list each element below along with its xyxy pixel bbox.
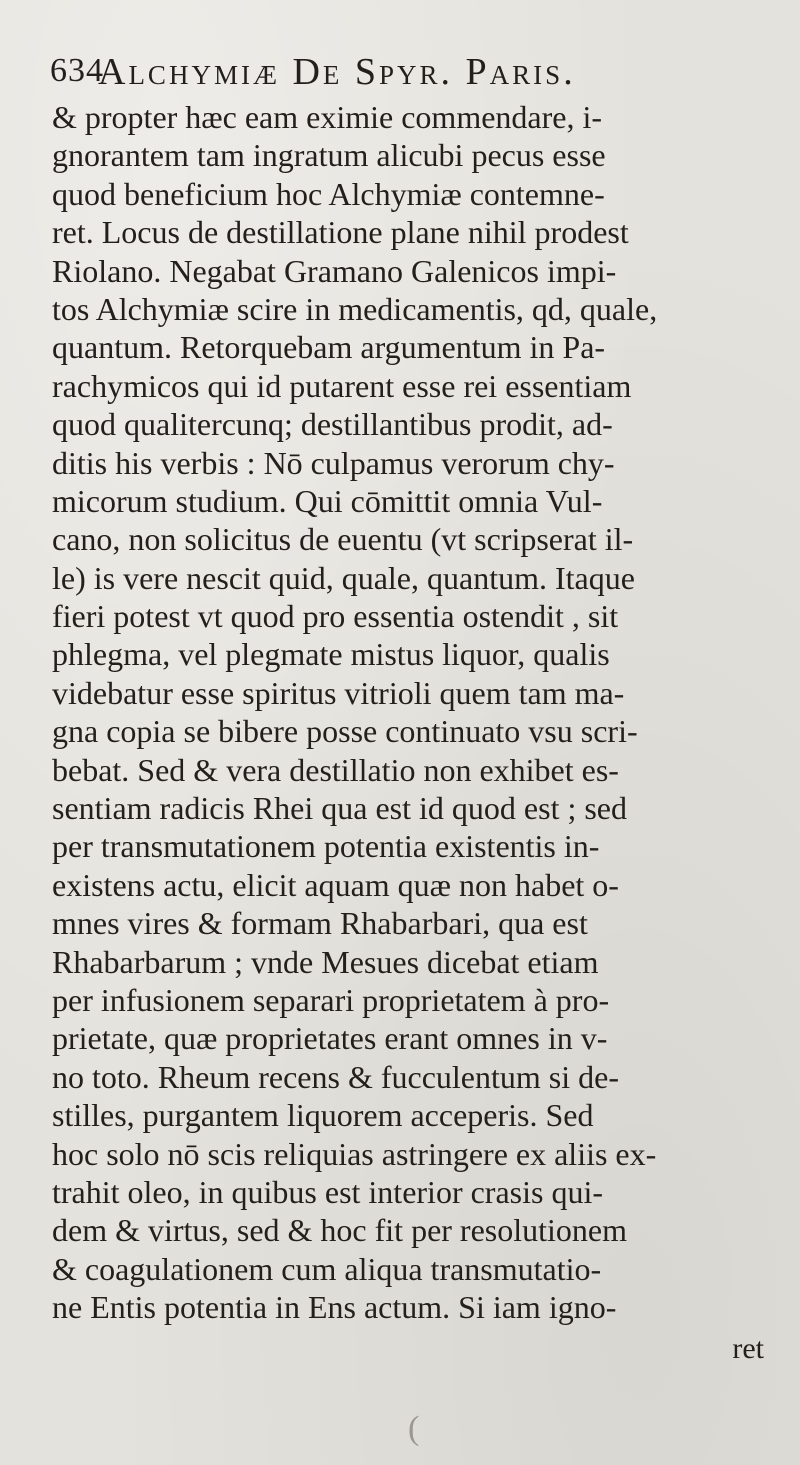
text-line: phlegma, vel plegmate mistus liquor, qualis <box>52 636 610 673</box>
text-line: per transmutationem potentia existentis in- <box>52 828 600 865</box>
catchword: ret <box>732 1332 764 1365</box>
text-line: gna copia se bibere posse continuato vsu scri- <box>52 713 638 750</box>
text-line: videbatur esse spiritus vitrioli quem tam ma- <box>52 674 625 711</box>
running-head: Alchymiæ De Spyr. Paris. <box>98 51 576 93</box>
text-line: fieri potest vt quod pro essentia ostendit , sit <box>52 598 619 635</box>
text-line: & coagulationem cum aliqua transmutatio- <box>52 1250 602 1287</box>
text-line: quod qualitercunq; destillantibus prodit, ad- <box>52 406 613 443</box>
text-line: gnorantem tam ingratum alicubi pecus esse <box>52 137 606 174</box>
text-line: bebat. Sed & vera destillatio non exhibet es- <box>52 751 619 788</box>
margin-mark: ( <box>408 1410 420 1447</box>
body-text <box>52 98 792 1327</box>
text-line: ne Entis potentia in Ens actum. Si iam igno- <box>52 1289 617 1326</box>
page-header <box>40 50 800 98</box>
text-line: hoc solo nō scis reliquias astringere ex aliis ex- <box>52 1135 657 1172</box>
text-line: Riolano. Negabat Gramano Galenicos impi- <box>52 252 617 289</box>
text-line: trahit oleo, in quibus est interior crasis qui- <box>52 1173 603 1210</box>
text-line: cano, non solicitus de euentu (vt scripserat il- <box>52 521 634 558</box>
text-line: sentiam radicis Rhei qua est id quod est ; sed <box>52 790 627 827</box>
text-line: & propter hæc eam eximie commendare, i- <box>52 99 603 135</box>
text-line: ditis his verbis : Nō culpamus verorum chy- <box>52 444 615 481</box>
text-line: micorum studium. Qui cōmittit omnia Vul- <box>52 482 603 519</box>
text-line: le) is vere nescit quid, quale, quantum. Itaque <box>52 559 635 596</box>
page-number: 634 <box>50 52 104 89</box>
text-line: mnes vires & formam Rhabarbari, qua est <box>52 905 588 942</box>
text-line: tos Alchymiæ scire in medicamentis, qd, quale, <box>52 290 658 327</box>
text-line: stilles, purgantem liquorem acceperis. Sed <box>52 1097 594 1134</box>
text-line: ret. Locus de destillatione plane nihil prodest <box>52 214 629 251</box>
text-line: per infusionem separari proprietatem à pro- <box>52 981 610 1018</box>
text-line: rachymicos qui id putarent esse rei essentiam <box>52 367 632 404</box>
text-line: dem & virtus, sed & hoc fit per resolutionem <box>52 1212 627 1249</box>
text-line: quantum. Retorquebam argumentum in Pa- <box>52 329 606 366</box>
text-line: no toto. Rheum recens & fucculentum si de- <box>52 1058 619 1095</box>
text-line: prietate, quæ proprietates erant omnes in v- <box>52 1020 608 1057</box>
text-line: Rhabarbarum ; vnde Mesues dicebat etiam <box>52 943 599 980</box>
text-line: quod beneficium hoc Alchymiæ contemne- <box>52 175 605 212</box>
text-line: existens actu, elicit aquam quæ non habet o- <box>52 866 619 903</box>
